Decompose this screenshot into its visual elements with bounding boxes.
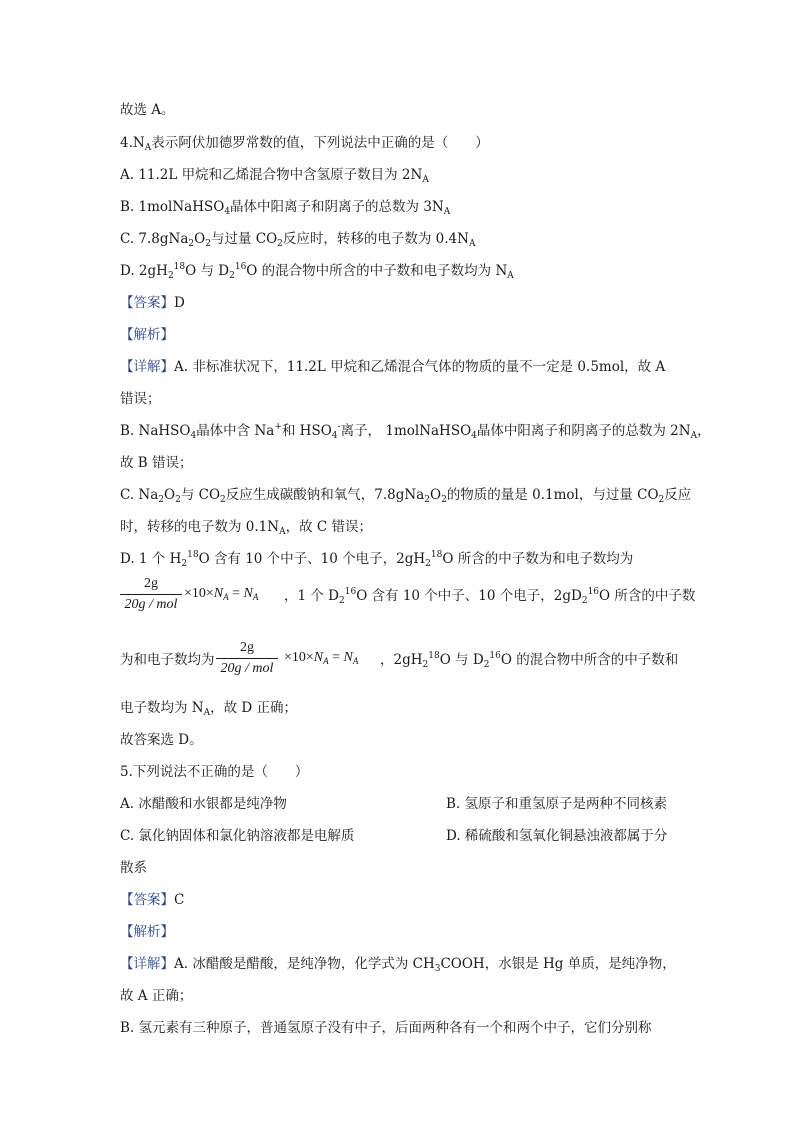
detail-4-line-1: 【详解】A. 非标准状况下，11.2L 甲烷和乙烯混合气体的物质的量不一定是 0.5mol，故 A: [120, 359, 666, 375]
formula-multiplier: $\times 10\times N_A = N_A$: [284, 650, 359, 666]
question-5-option-b: B. 氢原子和重氢原子是两种不同核素: [446, 796, 668, 812]
fraction-formula: [120, 576, 182, 613]
detail-4-line-6: 时，转移的电子数为 $0.1N_A$，故 C 错误；: [120, 519, 372, 537]
detail-4-line-5: C. $Na_2O_2$与 $CO_2$反应生成碳酸钠和氧气，$7.8gNa_2O_2$的物质的量是 0.1mol，与过量 $CO_2$反应: [120, 487, 692, 505]
detail-4-line-2: 错误；: [120, 391, 161, 407]
question-4-option-a: A. 11.2L 甲烷和乙烯混合物中含氢原子数目为 $2N_A$: [120, 167, 429, 185]
fraction-formula: [216, 640, 278, 677]
fraction-numerator: 2g: [120, 576, 182, 595]
fraction-denominator: 20g / mol: [124, 597, 178, 612]
detail-4-line-9-start: 为和电子数均为: [120, 652, 215, 668]
question-5-option-d: D. 稀硫酸和氢氧化铜悬浊液都属于分: [446, 828, 668, 844]
detail-5-line-1: 【详解】A. 冰醋酸是醋酸，是纯净物，化学式为 $CH_3COOH$，水银是 Hg 单质，是纯净物，: [120, 956, 676, 974]
formula-multiplier: $\times 10\times N_A = N_A$: [184, 586, 259, 602]
detail-4-line-9-end: ，$2gH_2^{18}O$ 与 $D_2^{16}O$ 的混合物中所含的中子数和: [380, 651, 679, 670]
question-4-option-d: D. $2gH_2^{18}O$ 与 $D_2^{16}O$ 的混合物中所含的中子数和电子数均为 $N_A$: [120, 262, 514, 281]
detail-4-line-3: B. NaHSO$_4$晶体中含 Na+和 $HSO_4^-$离子， 1molNaHSO$_4$晶体中阳离子和阴离子的总数为 $2N_A$，: [120, 422, 711, 441]
analysis-5-heading: 【解析】: [120, 924, 174, 940]
question-4-option-b: B. 1molNaHSO$_4$晶体中阳离子和阴离子的总数为 $3N_A$: [120, 199, 451, 217]
detail-5-line-2: 故 A 正确；: [120, 988, 193, 1004]
question-5-option-a: A. 冰醋酸和水银都是纯净物: [120, 796, 287, 812]
question-4-stem: $4.N_A$表示阿伏加德罗常数的值，下列说法中正确的是（ ）: [120, 135, 489, 153]
detail-5-line-3: B. 氢元素有三种原子，普通氢原子没有中子，后面两种各有一个和两个中子，它们分别称: [120, 1020, 652, 1036]
analysis-4-heading: 【解析】: [120, 327, 174, 343]
question-5-option-c: C. 氯化钠固体和氯化钠溶液都是电解质: [120, 828, 355, 844]
text-line: 故选 A。: [120, 102, 175, 118]
answer-5: 【答案】C: [120, 892, 185, 908]
detail-4-line-7: D. 1 个 $H_2^{18}O$ 含有 10 个中子、10 个电子，$2gH_2^{18}O$ 所含的中子数为和电子数均为: [120, 550, 634, 569]
question-4-option-c: C. $7.8gNa_2O_2$与过量 $CO_2$反应时，转移的电子数为 $0.4N_A$: [120, 231, 476, 249]
detail-4-line-4: 故 B 错误；: [120, 455, 193, 471]
question-5-stem: 5.下列说法不正确的是（ ）: [120, 764, 309, 780]
answer-4: 【答案】D: [120, 295, 185, 311]
conclusion-4: 故答案选 D。: [120, 732, 203, 748]
detail-4-line-8: ，1 个 $D_2^{16}O$ 含有 10 个中子、10 个电子，$2gD_2^{16}O$ 所含的中子数: [284, 587, 696, 606]
fraction-numerator: 2g: [216, 640, 278, 659]
detail-4-line-10: 电子数均为 $N_A$，故 D 正确；: [120, 700, 298, 718]
fraction-denominator: 20g / mol: [220, 661, 274, 676]
question-5-option-d-continued: 散系: [120, 860, 147, 876]
